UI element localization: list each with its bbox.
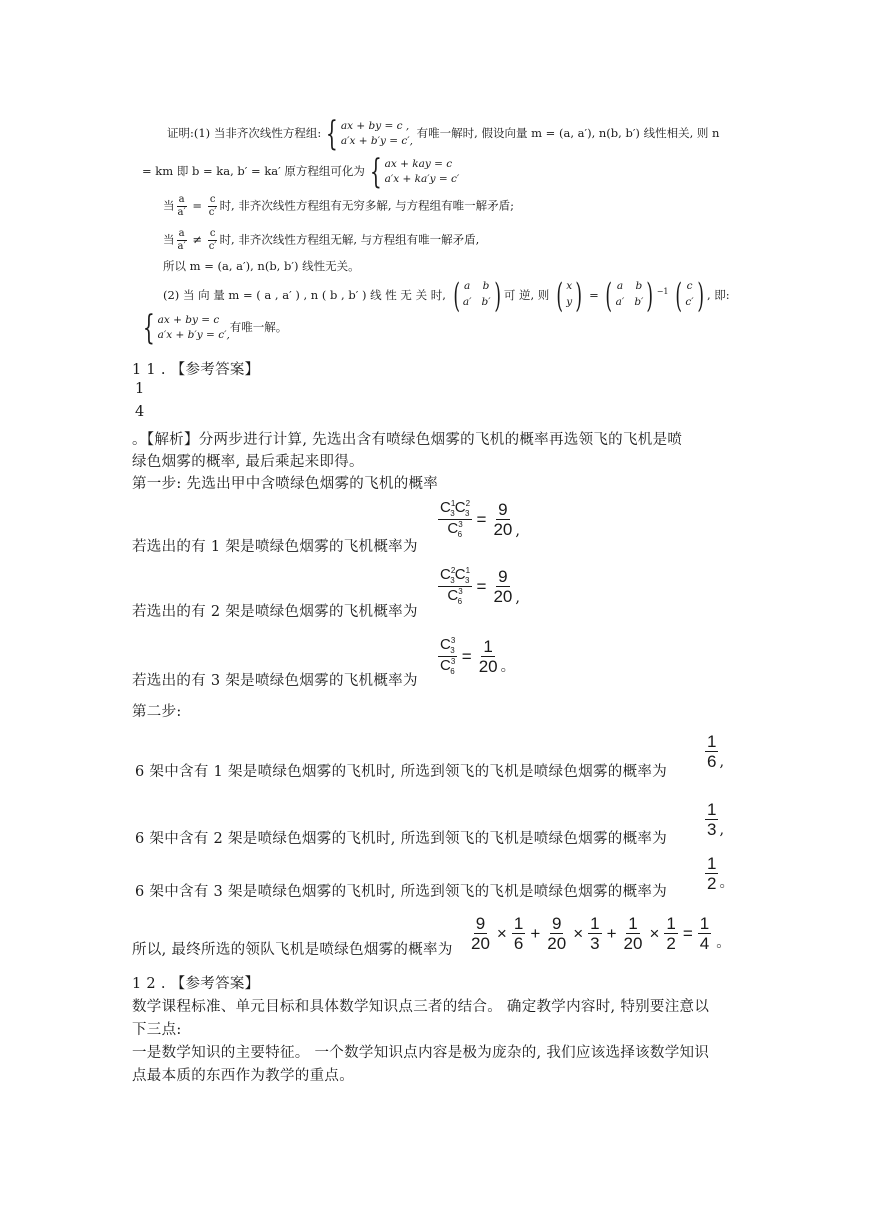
times-sign: × bbox=[496, 923, 507, 943]
fraction bbox=[622, 915, 645, 952]
equals-sign: = bbox=[589, 288, 599, 302]
denominator: c′ bbox=[208, 241, 217, 252]
equals-sign: = bbox=[682, 923, 693, 943]
matrix-grid bbox=[463, 280, 491, 312]
equation-system-2 bbox=[385, 157, 460, 187]
q11-answer-denominator: 4 bbox=[135, 404, 145, 420]
matrix-cell: a bbox=[616, 280, 624, 292]
equation-system-1 bbox=[341, 119, 413, 149]
denominator: 20 bbox=[471, 934, 490, 953]
denominator: a′ bbox=[177, 241, 186, 252]
numerator: 1 bbox=[483, 637, 493, 656]
paren-left: ( bbox=[605, 276, 613, 316]
paren-right: ) bbox=[493, 276, 501, 316]
denominator: c′ bbox=[208, 207, 217, 218]
proof-text: 当 bbox=[163, 198, 175, 213]
matrix-grid bbox=[616, 280, 644, 312]
denominator: 20 bbox=[493, 520, 513, 539]
proof-text: 时, 非齐次线性方程组有无穷多解, 与方程组有唯一解矛盾; bbox=[219, 198, 515, 213]
matrix bbox=[450, 276, 504, 316]
q11-final-formula bbox=[468, 915, 731, 952]
numerator: 1 bbox=[707, 800, 717, 819]
paren-right: ) bbox=[575, 276, 583, 316]
q11-case-1-formula bbox=[437, 500, 520, 539]
equals-sign: = bbox=[476, 576, 487, 596]
equation-row: ax + by = c , bbox=[340, 120, 410, 132]
q11-analysis-line-2: 绿色烟雾的概率, 最后乘起来即得。 bbox=[132, 454, 364, 470]
punctuation: 。 bbox=[500, 659, 516, 675]
fraction bbox=[664, 915, 677, 952]
q11-analysis-line-1: 。【解析】分两步进行计算, 先选出含有喷绿色烟雾的飞机的概率再选领飞的飞机是喷 bbox=[132, 432, 683, 448]
combination-numerator: $C^3_3$ bbox=[440, 636, 456, 655]
fraction bbox=[512, 915, 525, 952]
fraction bbox=[705, 801, 718, 838]
proof-text: 证明:(1) 当非齐次线性方程组: bbox=[167, 126, 322, 140]
matrix-cell: a′ bbox=[615, 296, 625, 308]
matrix-grid bbox=[685, 280, 693, 312]
fraction bbox=[588, 915, 601, 952]
combination-numerator: $C^2_3C^1_3$ bbox=[440, 566, 471, 585]
q11-case-3-text: 若选出的有 3 架是喷绿色烟雾的飞机概率为 bbox=[132, 673, 418, 689]
paren-right: ) bbox=[646, 276, 654, 316]
not-equals-sign: ≠ bbox=[192, 232, 203, 247]
numerator: c bbox=[209, 228, 216, 239]
proof-line-1 bbox=[167, 114, 720, 154]
plus-sign: + bbox=[606, 923, 617, 943]
fraction bbox=[176, 195, 188, 218]
fraction bbox=[469, 915, 492, 952]
inverse-exponent: −1 bbox=[656, 287, 669, 297]
vector-c bbox=[672, 276, 707, 316]
numerator: 1 bbox=[590, 914, 600, 933]
q11-step2-line-3: 6 架中含有 3 架是喷绿色烟雾的飞机时, 所选到领飞的飞机是喷绿色烟雾的概率为 bbox=[135, 884, 667, 900]
equation-row: ax + kay = c bbox=[384, 158, 453, 170]
numerator: 9 bbox=[551, 914, 562, 933]
denominator: a′ bbox=[177, 207, 186, 218]
result-fraction bbox=[491, 501, 514, 538]
times-sign: × bbox=[649, 923, 660, 943]
numerator: 9 bbox=[498, 567, 508, 586]
numerator: 9 bbox=[475, 914, 486, 933]
matrix-cell: a bbox=[464, 280, 471, 292]
proof-text: 有唯一解。 bbox=[229, 320, 288, 334]
result-fraction bbox=[477, 638, 500, 675]
denominator: 6 bbox=[707, 752, 717, 771]
numerator: c bbox=[209, 194, 216, 205]
denominator: 3 bbox=[707, 820, 717, 839]
matrix-cell: y bbox=[566, 296, 573, 308]
plus-sign: + bbox=[530, 923, 541, 943]
fraction bbox=[545, 915, 568, 952]
punctuation: , bbox=[719, 754, 725, 770]
denominator: 4 bbox=[699, 934, 710, 953]
proof-text: 有唯一解时, 假设向量 m = (a, a′), n(b, b′) 线性相关, 则 n bbox=[416, 126, 720, 140]
combination-fraction bbox=[438, 567, 472, 606]
q11-case-3-formula bbox=[437, 637, 515, 676]
matrix-cell: a′ bbox=[462, 296, 472, 308]
matrix-cell: c bbox=[686, 280, 693, 292]
q11-case-2-text: 若选出的有 2 架是喷绿色烟雾的飞机概率为 bbox=[132, 604, 418, 620]
equals-sign: = bbox=[461, 646, 472, 666]
denominator: 3 bbox=[590, 934, 600, 953]
matrix-cell: b′ bbox=[634, 296, 644, 308]
numerator: 1 bbox=[666, 914, 676, 933]
denominator: 20 bbox=[478, 657, 498, 676]
paren-left: ( bbox=[556, 276, 563, 316]
equation-row: a′x + ka′y = c′ bbox=[384, 173, 460, 185]
proof-text: 可 逆, 则 bbox=[503, 288, 550, 302]
q11-case-1-text: 若选出的有 1 架是喷绿色烟雾的飞机概率为 bbox=[132, 539, 418, 555]
fraction bbox=[705, 855, 718, 892]
proof-text: 当 bbox=[163, 232, 175, 247]
punctuation: , bbox=[515, 590, 521, 606]
proof-line-7 bbox=[138, 308, 288, 348]
paren-left: ( bbox=[675, 276, 683, 316]
q12-paragraph-2: 下三点: bbox=[132, 1022, 182, 1038]
equation-row: a′x + b′y = c′, bbox=[157, 329, 230, 341]
combination-denominator: $C^3_6$ bbox=[440, 657, 456, 676]
q11-step-1: 第一步: 先选出甲中含喷绿色烟雾的飞机的概率 bbox=[132, 476, 439, 492]
denominator: 2 bbox=[666, 934, 676, 953]
fraction bbox=[698, 915, 711, 952]
q11-step2-fraction-2 bbox=[704, 801, 724, 838]
proof-line-4 bbox=[163, 229, 479, 252]
proof-line-3 bbox=[163, 195, 514, 218]
q11-case-2-formula bbox=[437, 567, 520, 606]
numerator: 1 bbox=[699, 914, 710, 933]
paren-left: ( bbox=[452, 276, 460, 316]
q11-step-2: 第二步: bbox=[132, 704, 182, 720]
combination-fraction bbox=[438, 637, 457, 676]
denominator: 20 bbox=[623, 934, 643, 953]
denominator: 20 bbox=[547, 934, 567, 953]
q11-heading: 1 1 . 【参考答案】 bbox=[132, 362, 260, 378]
denominator: 20 bbox=[493, 587, 513, 606]
brace: { bbox=[369, 152, 382, 192]
vector-xy bbox=[553, 276, 585, 316]
times-sign: × bbox=[573, 923, 584, 943]
fraction bbox=[176, 229, 188, 252]
numerator: 1 bbox=[707, 732, 717, 751]
q12-paragraph-4: 点最本质的东西作为教学的重点。 bbox=[132, 1068, 354, 1084]
equation-row: ax + by = c bbox=[157, 314, 220, 326]
q12-heading: 1 2 . 【参考答案】 bbox=[132, 976, 260, 992]
matrix-cell: x bbox=[566, 280, 573, 292]
combination-numerator: $C^1_3C^2_3$ bbox=[440, 499, 471, 518]
q12-paragraph-1: 数学课程标准、单元目标和具体数学知识点三者的结合。 确定教学内容时, 特别要注意以 bbox=[132, 999, 710, 1015]
punctuation: , bbox=[719, 822, 725, 838]
proof-line-5: 所以 m = (a, a′), n(b, b′) 线性无关。 bbox=[163, 259, 360, 273]
q11-step2-fraction-1 bbox=[704, 733, 724, 770]
numerator: 1 bbox=[628, 914, 638, 933]
punctuation: 。 bbox=[719, 875, 735, 891]
denominator: 2 bbox=[707, 874, 717, 893]
q11-answer-numerator: 1 bbox=[135, 381, 145, 397]
numerator: a bbox=[178, 228, 185, 239]
punctuation: 。 bbox=[716, 935, 732, 951]
matrix-cell: b bbox=[635, 280, 643, 292]
proof-text: (2) 当 向 量 m = ( a , a′ ) , n ( b , b′ ) 线 性 无 关 时, bbox=[163, 288, 446, 302]
matrix-cell: b bbox=[482, 280, 490, 292]
proof-line-2 bbox=[142, 152, 460, 192]
equals-sign: = bbox=[192, 198, 203, 213]
fraction bbox=[705, 733, 718, 770]
equation-row: a′x + b′y = c′, bbox=[340, 135, 413, 147]
q11-step2-line-1: 6 架中含有 1 架是喷绿色烟雾的飞机时, 所选到领飞的飞机是喷绿色烟雾的概率为 bbox=[135, 764, 667, 780]
denominator: 6 bbox=[513, 934, 524, 953]
brace: { bbox=[326, 114, 338, 154]
matrix-cell: b′ bbox=[481, 296, 491, 308]
matrix-cell: c′ bbox=[685, 296, 694, 308]
proof-text: = km 即 b = ka, b′ = ka′ 原方程组可化为 bbox=[142, 164, 365, 178]
equation-system-3 bbox=[158, 313, 230, 343]
numerator: 9 bbox=[498, 500, 508, 519]
matrix-inverse bbox=[602, 276, 656, 316]
proof-line-6 bbox=[163, 276, 730, 316]
combination-fraction bbox=[438, 500, 472, 539]
combination-denominator: $C^3_6$ bbox=[447, 587, 463, 606]
proof-text: , 即: bbox=[706, 288, 730, 302]
fraction bbox=[207, 229, 219, 252]
q12-paragraph-3: 一是数学知识的主要特征。 一个数学知识点内容是极为庞杂的, 我们应该选择该数学知识 bbox=[132, 1045, 710, 1061]
fraction bbox=[207, 195, 219, 218]
punctuation: , bbox=[515, 523, 521, 539]
q11-step2-fraction-3 bbox=[704, 855, 734, 892]
numerator: a bbox=[178, 194, 185, 205]
combination-denominator: $C^3_6$ bbox=[447, 520, 463, 539]
q11-step2-line-2: 6 架中含有 2 架是喷绿色烟雾的飞机时, 所选到领飞的飞机是喷绿色烟雾的概率为 bbox=[135, 831, 667, 847]
result-fraction bbox=[491, 568, 514, 605]
paren-right: ) bbox=[696, 276, 704, 316]
brace: { bbox=[142, 308, 155, 348]
matrix-grid bbox=[566, 280, 572, 312]
q11-final-text: 所以, 最终所选的领队飞机是喷绿色烟雾的概率为 bbox=[132, 942, 453, 958]
numerator: 1 bbox=[513, 914, 524, 933]
equals-sign: = bbox=[476, 509, 487, 529]
numerator: 1 bbox=[707, 854, 717, 873]
proof-text: 时, 非齐次线性方程组无解, 与方程组有唯一解矛盾, bbox=[219, 232, 480, 247]
